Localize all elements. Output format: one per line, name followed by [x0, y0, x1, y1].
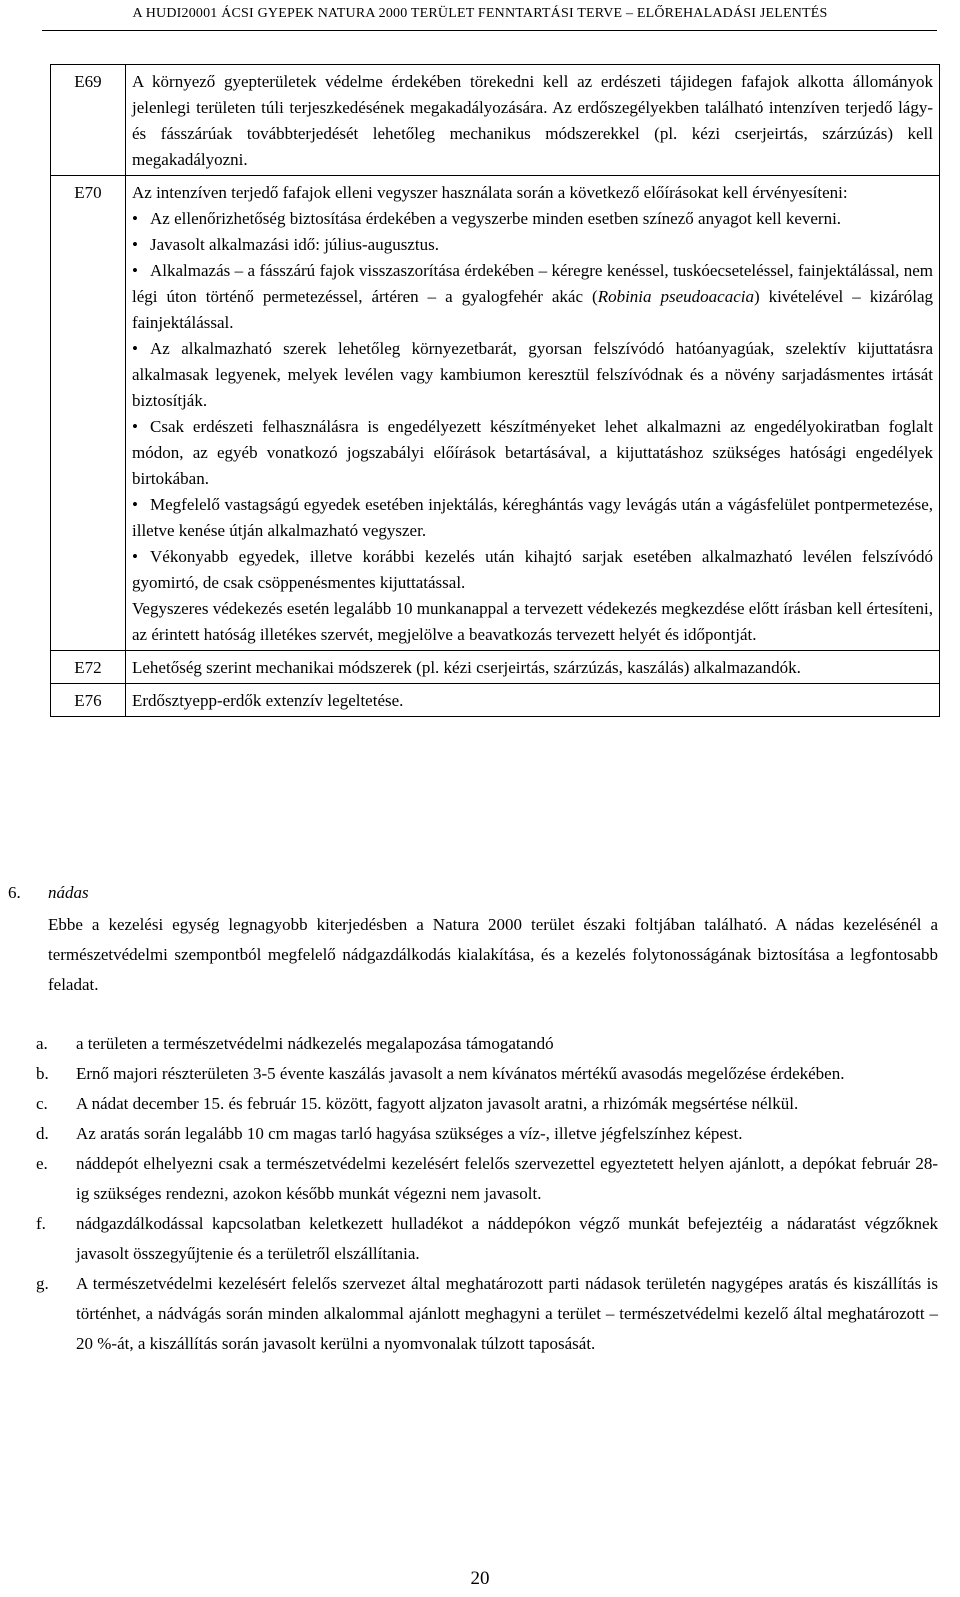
bullet-icon: • [132, 339, 138, 358]
measures-table [50, 64, 940, 717]
paragraph: Erdősztyepp-erdők extenzív legeltetése. [132, 691, 404, 710]
species-name: Robinia pseudoacacia [597, 287, 754, 306]
list-label: d. [36, 1124, 49, 1143]
section-heading [8, 880, 938, 906]
list-text: a területen a természetvédelmi nádkezelés megalapozása támogatandó [76, 1034, 554, 1053]
bullet-icon: • [132, 417, 138, 436]
code-cell: E72 [51, 651, 126, 684]
list-label: f. [36, 1214, 46, 1233]
list-text: Ernő majori részterületen 3-5 évente kaszálás javasolt a nem kívánatos mértékű avasodás megelőzése érdekében. [76, 1064, 845, 1083]
bullet-item: • Vékonyabb egyedek, illetve korábbi kezelés után kihajtó sarjak esetében alkalmazható levélen felszívódó gyomirtó, de csak csöppenésmentes kijuttatással. [132, 544, 933, 596]
running-header: A HUDI20001 ÁCSI GYEPEK NATURA 2000 TERÜLET FENNTARTÁSI TERVE – ELŐREHALADÁSI JELENTÉS [132, 6, 828, 21]
paragraph: A környező gyepterületek védelme érdekében törekedni kell az erdészeti tájidegen fafajok alkotta állományok jelenlegi területen túli terjeszkedésének megakadályozására. Az erdőszegélyekben található intenzíven terjedő lágy- és fásszárúak továbbterjedését lehetőleg mechanikus módszerekkel (pl. kézi cserjeirtás, szárzúzás) kell megakadályozni. [132, 72, 933, 169]
list-item [36, 1059, 938, 1089]
bullet-icon: • [132, 547, 138, 566]
section-intro: Ebbe a kezelési egység legnagyobb kiterjedésben a Natura 2000 terület északi foltjában található. A nádas kezelésénél a természetvédelmi szempontból megfelelő nádgazdálkodás kialakítása, és a kezelés folytonosságának biztosítása a legfontosabb feladat. [48, 915, 938, 994]
list-text: A természetvédelmi kezelésért felelős szervezet által meghatározott parti nádasok területén nagygépes aratás és kiszállítás is történhet, a nádvágás során minden alkalommal ajánlott meghagyni a terület – természetvédelmi kezelő által meghatározott – 20 %-át, a kiszállítás során javasolt kerülni a nyomvonalak túlzott taposását. [76, 1274, 938, 1353]
description-cell [126, 651, 940, 684]
measures-list [36, 1029, 938, 1359]
list-item [36, 1119, 938, 1149]
list-text: Az aratás során legalább 10 cm magas tarló hagyása szükséges a víz-, illetve jégfelszínhez képest. [76, 1124, 743, 1143]
description-cell [126, 684, 940, 717]
list-label: a. [36, 1034, 48, 1053]
description-cell [126, 176, 940, 651]
list-text: nádgazdálkodással kapcsolatban keletkezett hulladékot a náddepókon végző munkát befejeztéig a nádaratást végzőknek javasolt összegyűjtenie és a területről elszállítania. [76, 1214, 938, 1263]
section-title: nádas [48, 883, 89, 902]
list-item [36, 1269, 938, 1359]
bullet-item: • Az alkalmazható szerek lehetőleg környezetbarát, gyorsan felszívódó hatóanyagúak, szelektív kijuttatásra alkalmasak legyenek, melyek levélen vagy kambiumon keresztül felszívódnak és a növény sarjadásmentes irtását biztosítják. [132, 336, 933, 414]
bullet-icon: • [132, 261, 138, 280]
list-label: b. [36, 1064, 49, 1083]
table-row [51, 176, 940, 651]
list-item [36, 1029, 938, 1059]
section-nadas [8, 880, 938, 1000]
table-row [51, 65, 940, 176]
list-item [36, 1149, 938, 1209]
code-cell: E69 [51, 65, 126, 176]
bullet-item: • Javasolt alkalmazási idő: július-augusztus. [132, 232, 933, 258]
paragraph: Vegyszeres védekezés esetén legalább 10 munkanappal a tervezett védekezés megkezdése előtt írásban kell értesíteni, az érintett hatóság illetékes szervét, megjelölve a beavatkozás tervezett helyét és időpontját. [132, 599, 933, 644]
section-number: 6. [8, 883, 21, 902]
bullet-icon: • [132, 209, 138, 228]
bullet-item: • Megfelelő vastagságú egyedek esetében injektálás, kéreghántás vagy levágás után a vágásfelület pontpermetezése, illetve kenése útján alkalmazható vegyszer. [132, 492, 933, 544]
bullet-item: • Csak erdészeti felhasználásra is engedélyezett készítményeket lehet alkalmazni az engedélyokiratban foglalt módon, az egyéb vonatkozó jogszabályi előírások betartásával, a kijuttatáshoz szükséges hatósági engedélyek birtokában. [132, 414, 933, 492]
list-item [36, 1209, 938, 1269]
bullet-icon: • [132, 495, 138, 514]
list-text: A nádat december 15. és február 15. között, fagyott aljzaton javasolt aratni, a rhizómák megsértése nélkül. [76, 1094, 799, 1113]
code-cell: E76 [51, 684, 126, 717]
page-number: 20 [470, 1568, 490, 1589]
table-row [51, 684, 940, 717]
table-row [51, 651, 940, 684]
paragraph: Az intenzíven terjedő fafajok elleni vegyszer használata során a következő előírásokat kell érvényesíteni: [132, 183, 848, 202]
bullet-icon: • [132, 235, 138, 254]
list-label: g. [36, 1274, 49, 1293]
paragraph: Lehetőség szerint mechanikai módszerek (pl. kézi cserjeirtás, szárzúzás, kaszálás) alkalmazandók. [132, 658, 801, 677]
header-rule [42, 30, 937, 31]
list-label: c. [36, 1094, 48, 1113]
code-cell: E70 [51, 176, 126, 651]
list-item [36, 1089, 938, 1119]
list-label: e. [36, 1154, 48, 1173]
bullet-item: • Az ellenőrizhetőség biztosítása érdekében a vegyszerbe minden esetben színező anyagot kell keverni. [132, 206, 933, 232]
description-cell [126, 65, 940, 176]
list-text: náddepót elhelyezni csak a természetvédelmi kezelésért felelős szervezettel egyeztetett helyen ajánlott, a depókat február 28-ig szükséges rendezni, azokon később munkát végezni nem javasolt. [76, 1154, 938, 1203]
bullet-item: • Alkalmazás – a fásszárú fajok visszaszorítása érdekében – kéregre kenéssel, tuskóecseteléssel, fainjektálással, nem légi úton történő permetezéssel, ártéren – a gyalogfehér akác (Robinia pseudoacacia) kivételével – kizárólag fainjektálással. [132, 258, 933, 336]
